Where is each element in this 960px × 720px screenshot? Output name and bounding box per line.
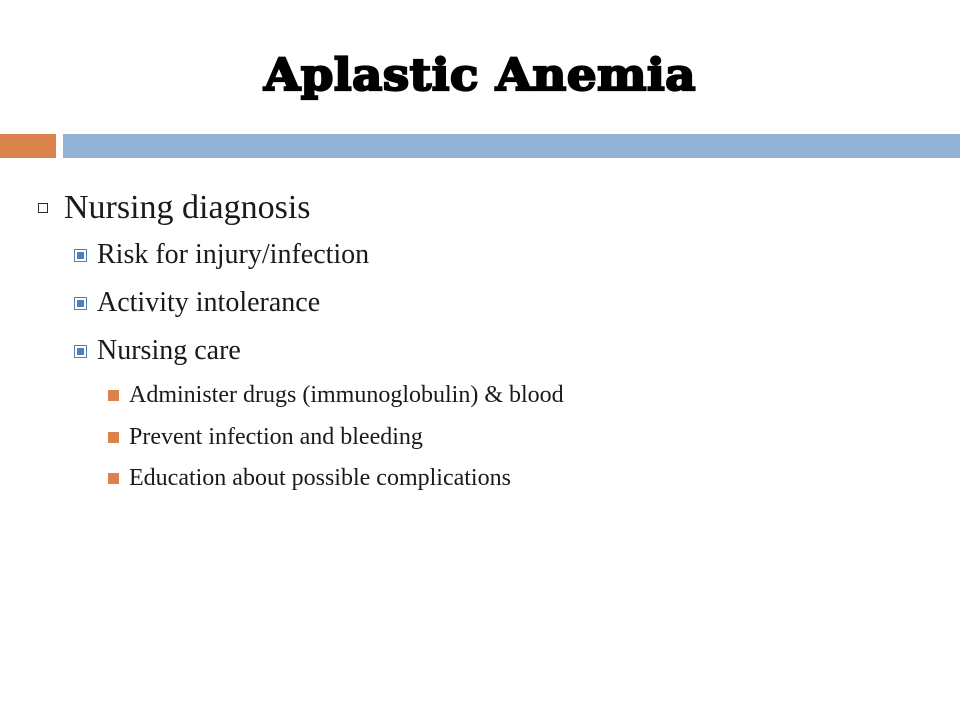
bullet-level3 xyxy=(108,422,423,452)
hollow-square-bullet-icon xyxy=(38,203,48,213)
orange-square-bullet-icon xyxy=(108,432,119,443)
framed-square-bullet-icon xyxy=(74,249,87,262)
bullet-text: Education about possible complications xyxy=(129,464,511,491)
bullet-text: Risk for injury/infection xyxy=(97,239,370,270)
bullet-level1 xyxy=(38,186,311,230)
slide-title: Aplastic Anemia xyxy=(264,50,696,101)
framed-square-bullet-icon xyxy=(74,345,87,358)
accent-bar-left xyxy=(0,134,56,158)
bullet-level2 xyxy=(74,236,369,274)
bullet-text: Nursing care xyxy=(97,335,241,366)
bullet-text: Administer drugs (immunoglobulin) & blood xyxy=(129,381,564,408)
bullet-text: Activity intolerance xyxy=(97,287,321,318)
bullet-level2 xyxy=(74,284,320,322)
bullet-level3 xyxy=(108,463,511,493)
bullet-text: Prevent infection and bleeding xyxy=(129,423,423,450)
orange-square-bullet-icon xyxy=(108,390,119,401)
orange-square-bullet-icon xyxy=(108,473,119,484)
bullet-text: Nursing diagnosis xyxy=(64,189,311,226)
accent-bar-right xyxy=(63,134,960,158)
bullet-level3 xyxy=(108,380,564,410)
framed-square-bullet-icon xyxy=(74,297,87,310)
bullet-level2 xyxy=(74,332,241,370)
